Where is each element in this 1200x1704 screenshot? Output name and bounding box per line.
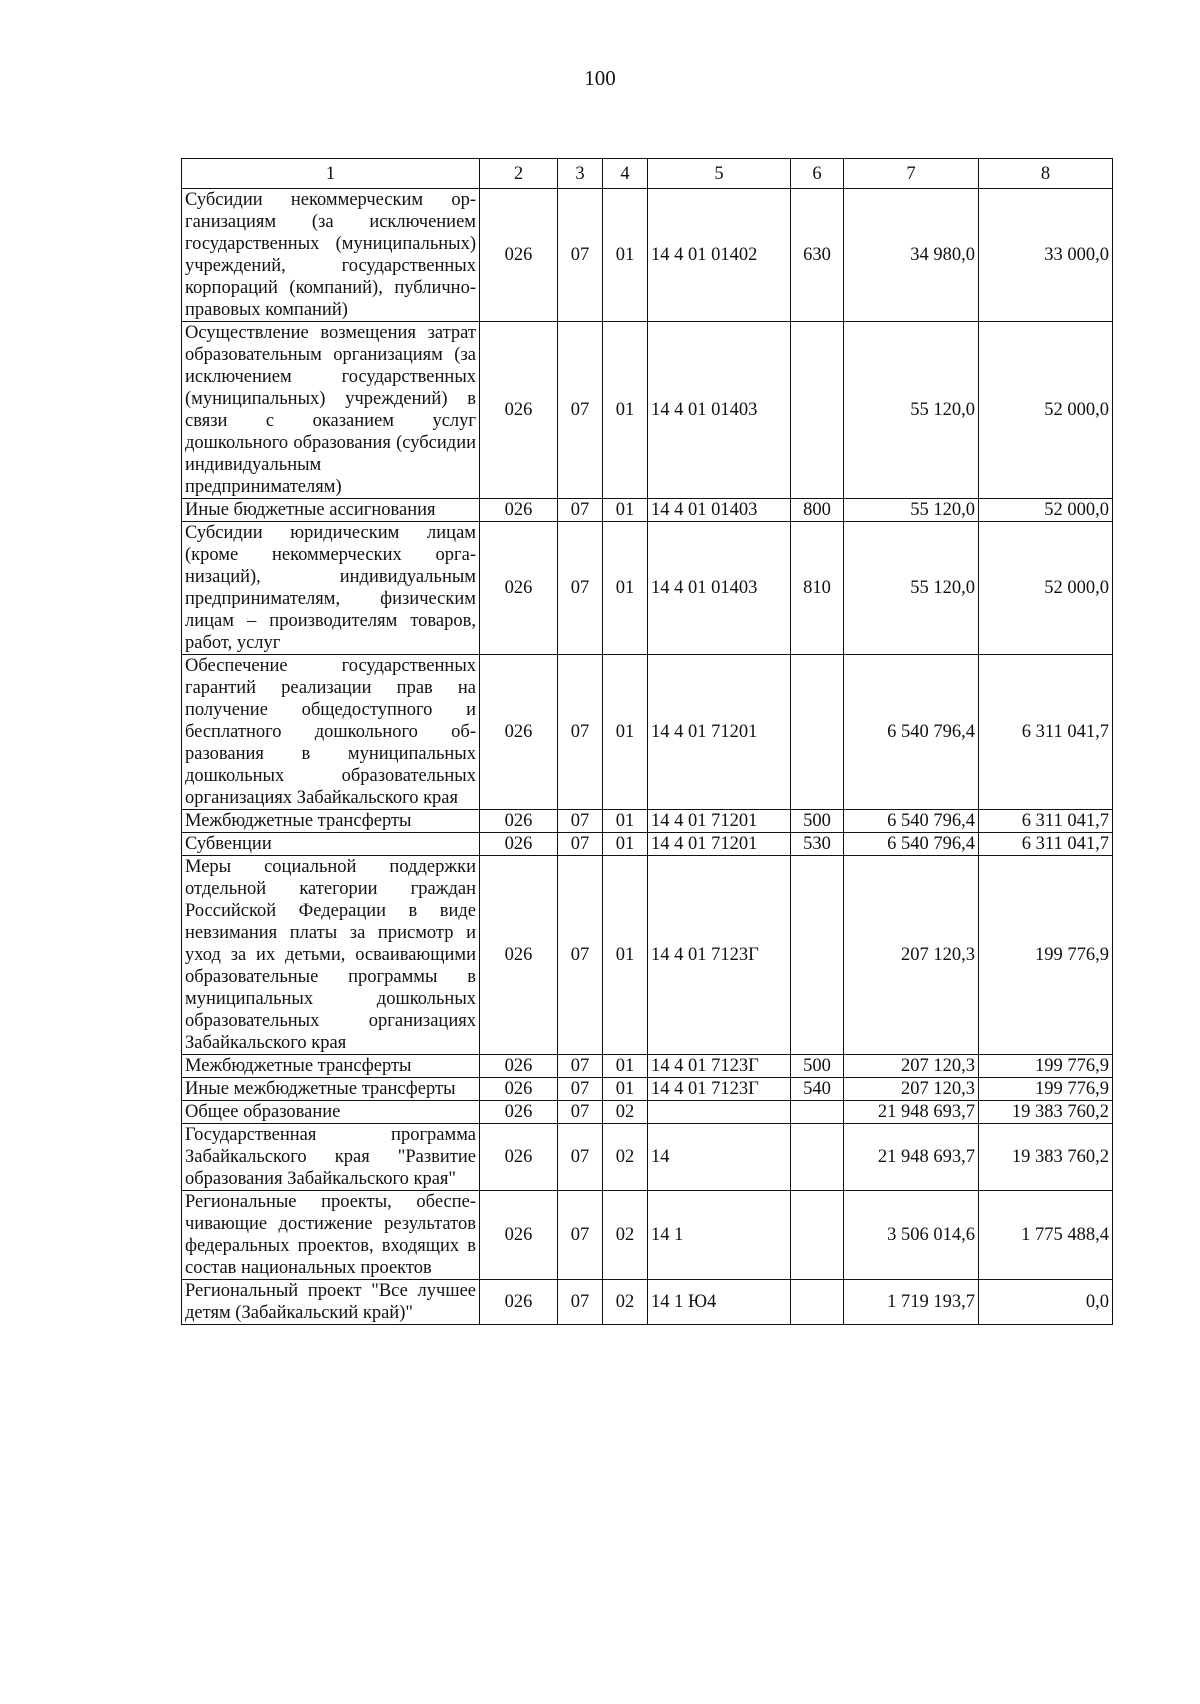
row-name: Осуществление возмещения затрат образовательным организациям (за исключением государственных (муниципальных) учреждений) в связи с оказанием услуг дошкольного образования (субсидии индивидуальным предпринимателям) xyxy=(182,322,480,499)
row-name: Субвенции xyxy=(182,833,480,856)
row-amount-col7: 55 120,0 xyxy=(844,499,979,522)
row-section: 07 xyxy=(558,655,603,810)
page-number: 100 xyxy=(584,66,616,90)
row-amount-col8: 199 776,9 xyxy=(979,1078,1113,1101)
row-amount-col8: 6 311 041,7 xyxy=(979,833,1113,856)
row-amount-col8: 52 000,0 xyxy=(979,322,1113,499)
row-section: 07 xyxy=(558,856,603,1055)
row-amount-col7: 207 120,3 xyxy=(844,856,979,1055)
row-target-item: 14 4 01 7123Г xyxy=(648,1078,791,1101)
row-expense-type xyxy=(791,1280,844,1325)
row-ministry-code: 026 xyxy=(480,655,558,810)
row-expense-type: 800 xyxy=(791,499,844,522)
row-name: Межбюджетные трансферты xyxy=(182,810,480,833)
row-amount-col8: 6 311 041,7 xyxy=(979,655,1113,810)
row-target-item: 14 1 xyxy=(648,1191,791,1280)
row-name: Обеспечение государственных гарантий реализации прав на получение общедоступного и бесплатного дошкольного образования в муниципальных дошкольных образовательных организациях Забайкальского края xyxy=(182,655,480,810)
row-amount-col8: 52 000,0 xyxy=(979,522,1113,655)
row-amount-col7: 1 719 193,7 xyxy=(844,1280,979,1325)
row-subsection: 02 xyxy=(603,1191,648,1280)
row-ministry-code: 026 xyxy=(480,322,558,499)
row-section: 07 xyxy=(558,1124,603,1191)
header-cell: 2 xyxy=(480,159,558,189)
row-ministry-code: 026 xyxy=(480,1191,558,1280)
row-amount-col7: 6 540 796,4 xyxy=(844,655,979,810)
row-ministry-code: 026 xyxy=(480,833,558,856)
row-ministry-code: 026 xyxy=(480,499,558,522)
table-row xyxy=(182,655,1113,810)
header-cell: 7 xyxy=(844,159,979,189)
row-expense-type xyxy=(791,1191,844,1280)
row-name: Государственная программа Забайкальского края "Развитие образования Забайкальского края" xyxy=(182,1124,480,1191)
row-expense-type: 630 xyxy=(791,189,844,322)
row-target-item: 14 4 01 01403 xyxy=(648,499,791,522)
row-subsection: 01 xyxy=(603,522,648,655)
row-amount-col8: 1 775 488,4 xyxy=(979,1191,1113,1280)
row-expense-type: 540 xyxy=(791,1078,844,1101)
row-subsection: 01 xyxy=(603,189,648,322)
row-name: Региональный проект "Все лучшее детям (Забайкальский край)" xyxy=(182,1280,480,1325)
row-amount-col7: 6 540 796,4 xyxy=(844,833,979,856)
row-ministry-code: 026 xyxy=(480,1280,558,1325)
row-amount-col7: 55 120,0 xyxy=(844,522,979,655)
row-expense-type: 530 xyxy=(791,833,844,856)
row-ministry-code: 026 xyxy=(480,1124,558,1191)
table-row xyxy=(182,322,1113,499)
table-row xyxy=(182,189,1113,322)
row-ministry-code: 026 xyxy=(480,1055,558,1078)
row-target-item xyxy=(648,1101,791,1124)
row-amount-col7: 3 506 014,6 xyxy=(844,1191,979,1280)
row-ministry-code: 026 xyxy=(480,522,558,655)
row-section: 07 xyxy=(558,522,603,655)
row-target-item: 14 4 01 71201 xyxy=(648,655,791,810)
row-expense-type: 810 xyxy=(791,522,844,655)
row-subsection: 01 xyxy=(603,655,648,810)
row-expense-type: 500 xyxy=(791,1055,844,1078)
row-expense-type xyxy=(791,655,844,810)
row-expense-type xyxy=(791,1124,844,1191)
row-ministry-code: 026 xyxy=(480,1078,558,1101)
row-subsection: 01 xyxy=(603,856,648,1055)
row-section: 07 xyxy=(558,499,603,522)
row-amount-col8: 19 383 760,2 xyxy=(979,1101,1113,1124)
row-amount-col8: 199 776,9 xyxy=(979,1055,1113,1078)
row-subsection: 01 xyxy=(603,499,648,522)
table-row xyxy=(182,522,1113,655)
table-row xyxy=(182,1124,1113,1191)
row-subsection: 02 xyxy=(603,1124,648,1191)
row-target-item: 14 4 01 7123Г xyxy=(648,1055,791,1078)
row-section: 07 xyxy=(558,189,603,322)
table-row xyxy=(182,1078,1113,1101)
table-row xyxy=(182,499,1113,522)
row-ministry-code: 026 xyxy=(480,810,558,833)
row-name: Межбюджетные трансферты xyxy=(182,1055,480,1078)
row-name: Иные бюджетные ассигнования xyxy=(182,499,480,522)
row-ministry-code: 026 xyxy=(480,1101,558,1124)
row-name: Субсидии некоммерческим организациям (за исключением государственных (муниципальных) учреждений, государственных корпораций (компаний), публично-правовых компаний) xyxy=(182,189,480,322)
row-target-item: 14 4 01 71201 xyxy=(648,833,791,856)
header-cell: 1 xyxy=(182,159,480,189)
table-row xyxy=(182,856,1113,1055)
header-cell: 3 xyxy=(558,159,603,189)
row-target-item: 14 4 01 01402 xyxy=(648,189,791,322)
row-subsection: 02 xyxy=(603,1101,648,1124)
row-subsection: 02 xyxy=(603,1280,648,1325)
row-subsection: 01 xyxy=(603,810,648,833)
row-name: Меры социальной поддержки отдельной категории граждан Российской Федерации в виде невзимания платы за присмотр и уход за их детьми, осваивающими образовательные программы в муниципальных дошкольных образовательных организациях Забайкальского края xyxy=(182,856,480,1055)
row-section: 07 xyxy=(558,322,603,499)
row-name: Общее образование xyxy=(182,1101,480,1124)
row-target-item: 14 4 01 01403 xyxy=(648,522,791,655)
row-amount-col7: 34 980,0 xyxy=(844,189,979,322)
table-row xyxy=(182,1280,1113,1325)
row-expense-type: 500 xyxy=(791,810,844,833)
row-name: Субсидии юридическим лицам (кроме некоммерческих организаций), индивидуальным предпринимателям, физическим лицам – производителям товаров, работ, услуг xyxy=(182,522,480,655)
table-row xyxy=(182,833,1113,856)
row-amount-col7: 21 948 693,7 xyxy=(844,1124,979,1191)
row-section: 07 xyxy=(558,810,603,833)
row-target-item: 14 xyxy=(648,1124,791,1191)
row-amount-col8: 19 383 760,2 xyxy=(979,1124,1113,1191)
row-name: Иные межбюджетные трансферты xyxy=(182,1078,480,1101)
row-subsection: 01 xyxy=(603,1078,648,1101)
row-subsection: 01 xyxy=(603,1055,648,1078)
row-target-item: 14 4 01 71201 xyxy=(648,810,791,833)
row-section: 07 xyxy=(558,833,603,856)
row-target-item: 14 1 Ю4 xyxy=(648,1280,791,1325)
header-cell: 5 xyxy=(648,159,791,189)
header-cell: 8 xyxy=(979,159,1113,189)
row-section: 07 xyxy=(558,1101,603,1124)
table-row xyxy=(182,810,1113,833)
row-amount-col8: 52 000,0 xyxy=(979,499,1113,522)
row-name: Региональные проекты, обеспечивающие достижение результатов федеральных проектов, входящих в состав национальных проектов xyxy=(182,1191,480,1280)
row-expense-type xyxy=(791,1101,844,1124)
row-ministry-code: 026 xyxy=(480,856,558,1055)
table-row xyxy=(182,1101,1113,1124)
header-cell: 4 xyxy=(603,159,648,189)
table-row xyxy=(182,1055,1113,1078)
row-ministry-code: 026 xyxy=(480,189,558,322)
row-amount-col7: 21 948 693,7 xyxy=(844,1101,979,1124)
row-amount-col7: 207 120,3 xyxy=(844,1078,979,1101)
table-row xyxy=(182,1191,1113,1280)
row-subsection: 01 xyxy=(603,833,648,856)
header-row xyxy=(182,159,1113,189)
row-amount-col7: 6 540 796,4 xyxy=(844,810,979,833)
budget-table xyxy=(181,158,1113,1325)
row-expense-type xyxy=(791,856,844,1055)
row-amount-col8: 33 000,0 xyxy=(979,189,1113,322)
row-amount-col8: 6 311 041,7 xyxy=(979,810,1113,833)
row-target-item: 14 4 01 01403 xyxy=(648,322,791,499)
row-amount-col7: 207 120,3 xyxy=(844,1055,979,1078)
header-cell: 6 xyxy=(791,159,844,189)
row-subsection: 01 xyxy=(603,322,648,499)
row-amount-col8: 0,0 xyxy=(979,1280,1113,1325)
row-section: 07 xyxy=(558,1055,603,1078)
row-section: 07 xyxy=(558,1078,603,1101)
row-target-item: 14 4 01 7123Г xyxy=(648,856,791,1055)
row-amount-col8: 199 776,9 xyxy=(979,856,1113,1055)
row-section: 07 xyxy=(558,1280,603,1325)
row-amount-col7: 55 120,0 xyxy=(844,322,979,499)
row-section: 07 xyxy=(558,1191,603,1280)
row-expense-type xyxy=(791,322,844,499)
